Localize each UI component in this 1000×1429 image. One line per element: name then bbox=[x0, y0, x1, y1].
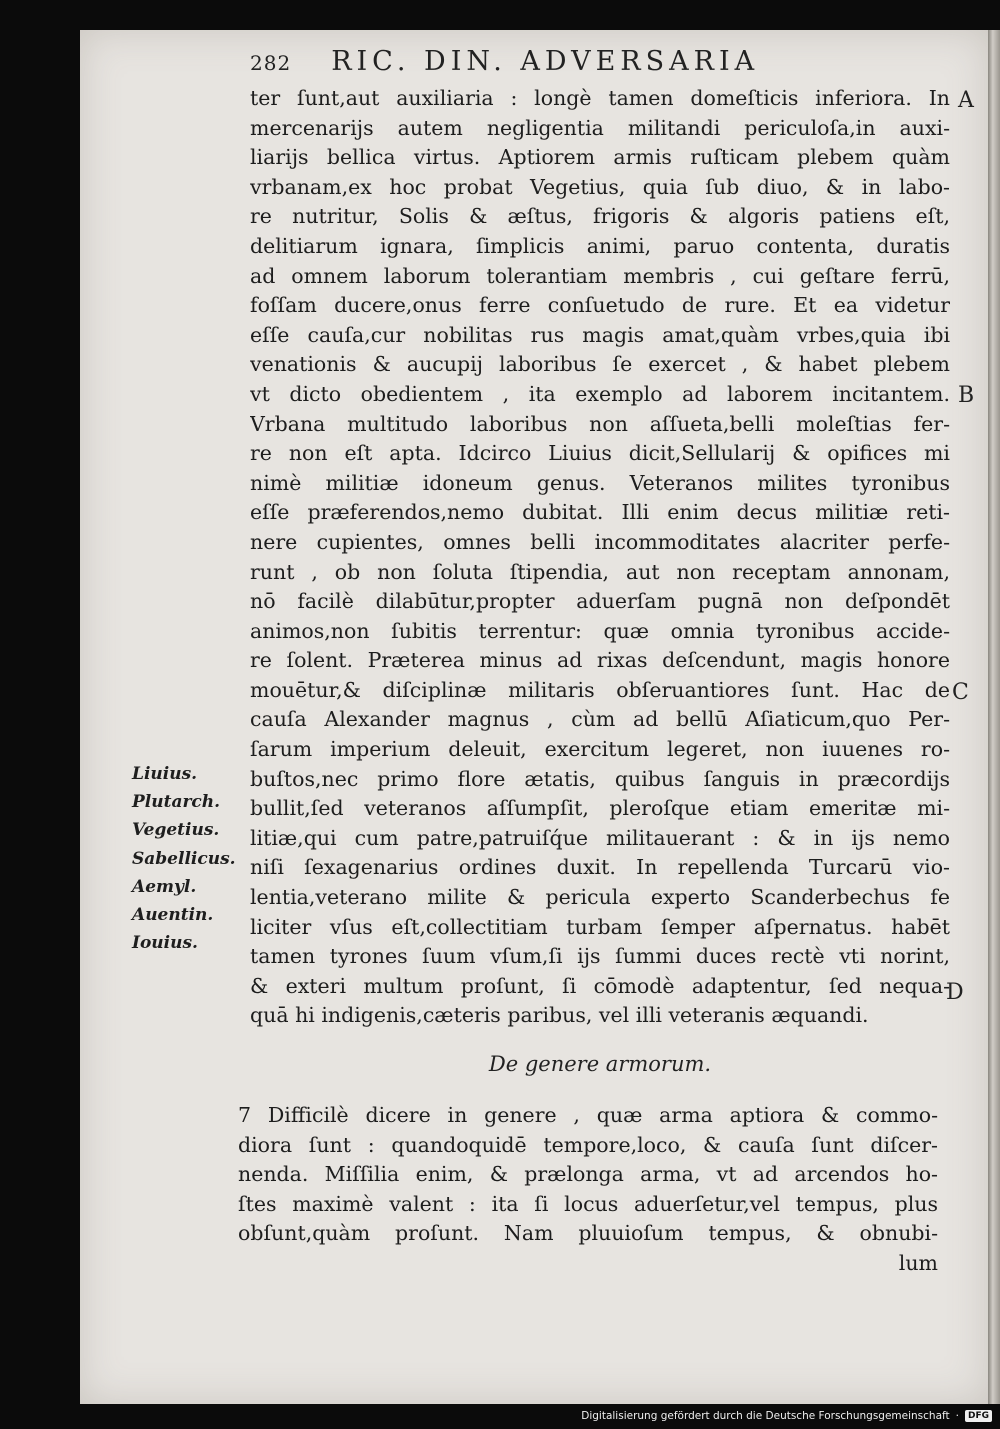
margin-letter-b: B bbox=[958, 383, 975, 408]
text-line: runt , ob non ſoluta ſtipendia, aut non receptam annonam, bbox=[250, 559, 950, 584]
text-line: mercenarijs autem negligentia militandi periculoſa,in auxi- bbox=[250, 115, 950, 140]
text-line: foſſam ducere,onus ferre conſuetudo de rure. Et ea videtur bbox=[250, 293, 950, 318]
footer-separator: · bbox=[955, 1410, 959, 1422]
text-line: 7 Difficilè dicere in genere , quæ arma aptiora & commo- bbox=[238, 1103, 938, 1127]
section-title: De genere armorum. bbox=[488, 1052, 712, 1076]
footer-credit bbox=[581, 1410, 992, 1422]
text-line: vrbanam,ex hoc probat Vegetius, quia ſub diuo, & in labo- bbox=[250, 174, 950, 199]
text-line: ad omnem laborum tolerantiam membris , cui geſtare ferrū, bbox=[250, 263, 950, 288]
text-line: re ſolent. Præterea minus ad rixas deſcendunt, magis honore bbox=[250, 648, 950, 673]
text-line: ſarum imperium deleuit, exercitum legeret, non iuuenes ro- bbox=[250, 737, 950, 762]
text-line: quā hi indigenis,cæteris paribus, vel illi veteranis æquandi. bbox=[250, 1003, 869, 1028]
source-reference: Aemyl. bbox=[132, 876, 197, 897]
source-reference: Plutarch. bbox=[132, 792, 221, 813]
page-number: 282 bbox=[250, 51, 292, 75]
text-line: buſtos,nec primo flore ætatis, quibus ſanguis in præcordijs bbox=[250, 766, 950, 791]
text-line: venationis & aucupij laboribus ſe exercet , & habet plebem bbox=[250, 352, 950, 377]
running-title: RIC. DIN. ADVERSARIA bbox=[331, 46, 760, 77]
text-line: ter ſunt,aut auxiliaria : longè tamen domeſticis inferiora. In bbox=[250, 86, 950, 110]
margin-letter-d: D bbox=[946, 980, 964, 1005]
text-line: re non eſt apta. Idcirco Liuius dicit,Sellularij & opifices mi bbox=[250, 441, 950, 466]
text-line: ſtes maximè valent : ita ſi locus aduerſetur,vel tempus, plus bbox=[238, 1191, 938, 1216]
section-text bbox=[238, 1100, 938, 1278]
text-line: re nutritur, Solis & æſtus, frigoris & algoris patiens eſt, bbox=[250, 204, 950, 229]
source-reference: Iouius. bbox=[132, 933, 198, 954]
text-line: lentia,veterano milite & pericula experto Scanderbechus fe bbox=[250, 885, 950, 910]
text-line: tamen tyrones ſuum vſum,ſi ijs ſummi duces rectè vti norint, bbox=[250, 944, 950, 969]
main-text bbox=[250, 84, 950, 1031]
text-line: Vrbana multitudo laboribus non aſſueta,belli moleſtias fer- bbox=[250, 411, 950, 436]
source-reference: Sabellicus. bbox=[132, 848, 236, 869]
text-line: eſſe præferendos,nemo dubitat. Illi enim decus militiæ reti- bbox=[250, 500, 950, 525]
footer-text: Digitalisierung gefördert durch die Deutsche Forschungsgemeinschaft bbox=[581, 1410, 950, 1422]
text-line: diora ſunt : quandoquidē tempore,loco, & cauſa ſunt diſcer- bbox=[238, 1132, 938, 1157]
text-line: & exteri multum proſunt, ſi cōmodè adaptentur, ſed nequa- bbox=[250, 973, 950, 998]
running-head bbox=[250, 46, 870, 80]
page-edge bbox=[988, 30, 1000, 1404]
text-line: cauſa Alexander magnus , cùm ad bellū Aſiaticum,quo Per- bbox=[250, 707, 950, 732]
source-reference: Liuius. bbox=[132, 764, 198, 784]
text-line: delitiarum ignara, ſimplicis animi, paruo contenta, duratis bbox=[250, 233, 950, 258]
marginal-sources bbox=[132, 760, 242, 957]
text-line: mouētur,& diſciplinæ militaris obſeruantiores ſunt. Hac de bbox=[250, 677, 950, 702]
margin-letter-c: C bbox=[952, 680, 969, 705]
text-line: liciter vſus eſt,collectitiam turbam ſemper aſpernatus. habēt bbox=[250, 914, 950, 939]
text-line: nimè militiæ idoneum genus. Veteranos milites tyronibus bbox=[250, 470, 950, 495]
source-reference: Vegetius. bbox=[132, 820, 220, 841]
margin-letter-a: A bbox=[958, 88, 974, 113]
text-line: lum bbox=[898, 1250, 938, 1275]
text-line: bullit,ſed veteranos aſſumpſit, pleroſque etiam emeritæ mi- bbox=[250, 796, 950, 821]
source-reference: Auentin. bbox=[132, 905, 214, 926]
text-line: obſunt,quàm proſunt. Nam pluuioſum tempus, & obnubi- bbox=[238, 1221, 938, 1246]
text-line: vt dicto obedientem , ita exemplo ad laborem incitantem. bbox=[250, 381, 950, 406]
text-line: niſi ſexagenarius ordines duxit. In repellenda Turcarū vio- bbox=[250, 855, 950, 880]
text-line: eſſe cauſa,cur nobilitas rus magis amat,quàm vrbes,quia ibi bbox=[250, 322, 950, 347]
text-line: animos,non ſubitis terrentur: quæ omnia tyronibus accide- bbox=[250, 618, 950, 643]
text-line: nere cupientes, omnes belli incommoditates alacriter perfe- bbox=[250, 529, 950, 554]
text-line: nenda. Miſſilia enim, & prælonga arma, vt ad arcendos ho- bbox=[238, 1162, 938, 1187]
dfg-logo-icon: DFG bbox=[965, 1410, 992, 1422]
text-line: nō facilè dilabūtur,propter aduerſam pugnā non deſpondēt bbox=[250, 589, 950, 614]
text-line: litiæ,qui cum patre,patruiſq́ue militauerant : & in ijs nemo bbox=[250, 825, 950, 850]
text-line: liarijs bellica virtus. Aptiorem armis ruſticam plebem quàm bbox=[250, 145, 950, 170]
